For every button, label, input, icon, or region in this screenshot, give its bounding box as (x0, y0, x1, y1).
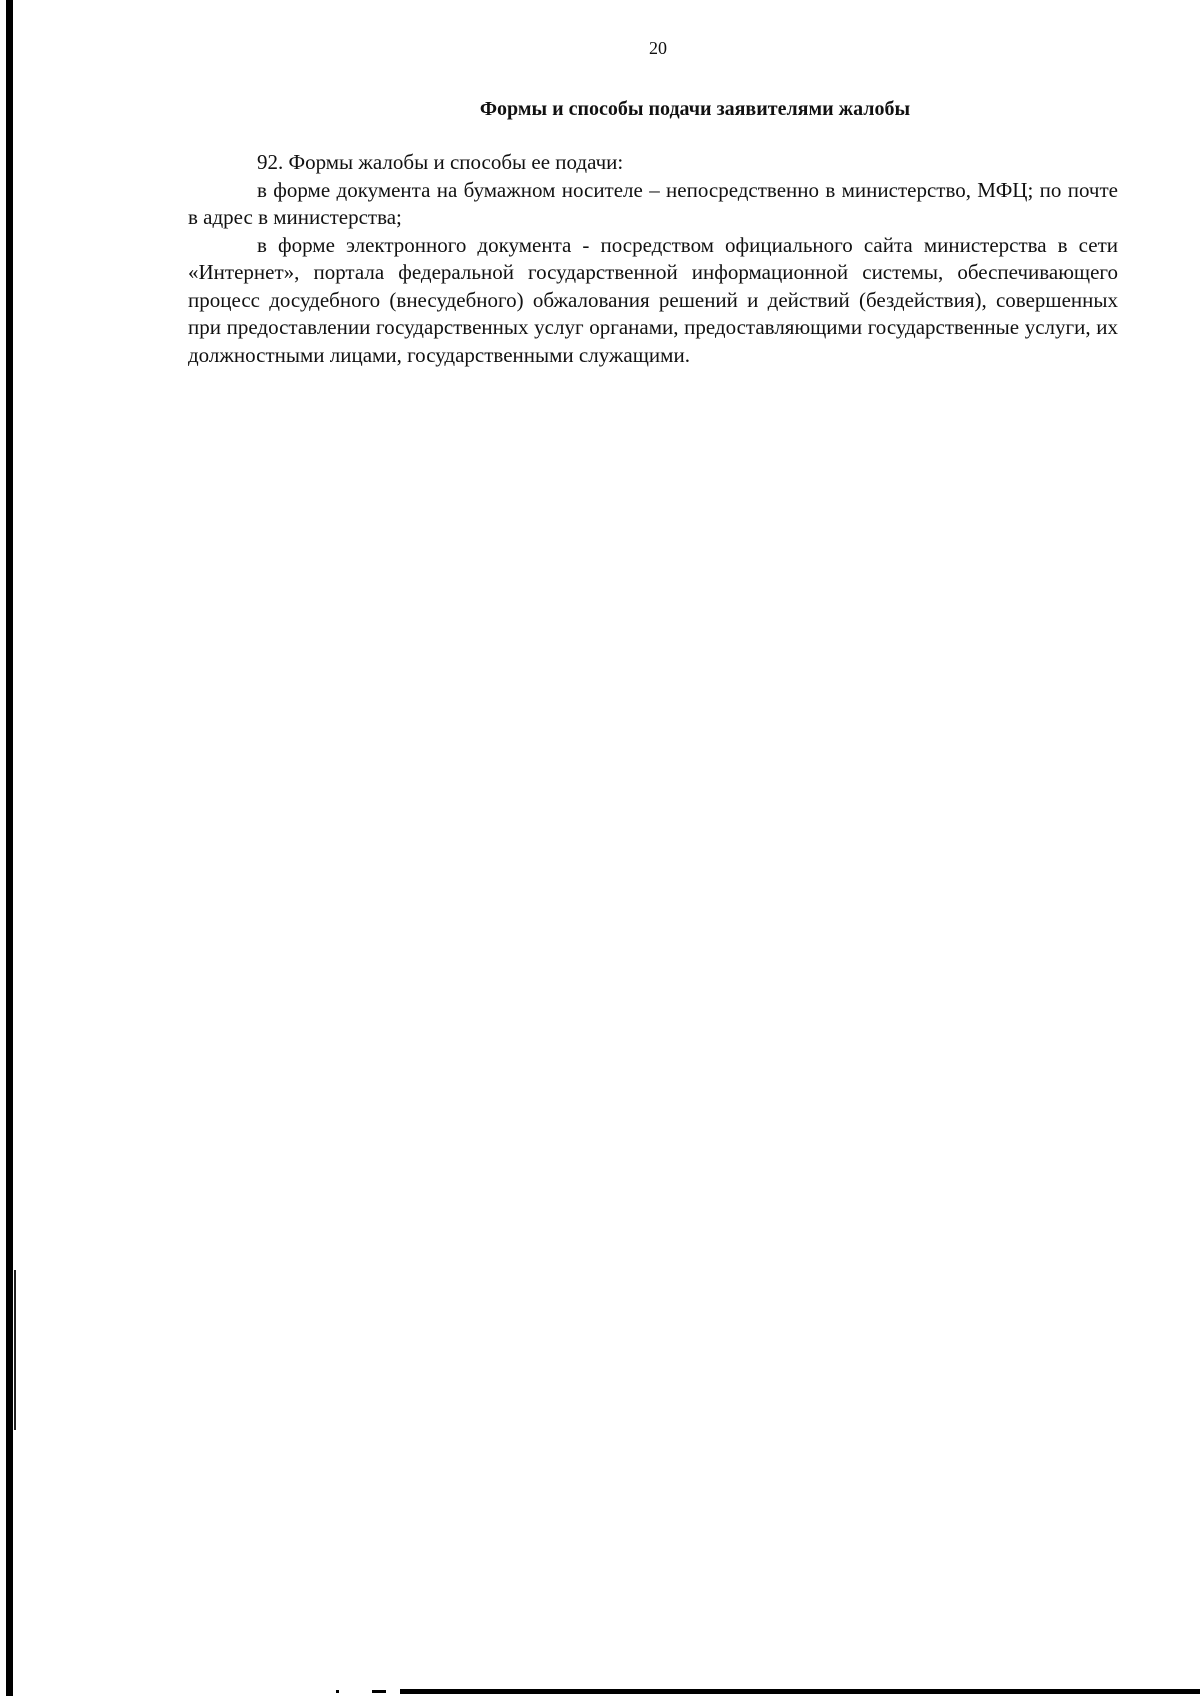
scan-bottom-mark (372, 1690, 386, 1693)
paragraph-paper-form: в форме документа на бумажном носителе – непосредственно в министерство, МФЦ; по почте в адрес в министерства; (188, 177, 1118, 229)
paragraph-item-92: 92. Формы жалобы и способы ее подачи: (257, 150, 624, 174)
paragraph-electronic-form: в форме электронного документа - посредством официального сайта министерства в сети «Интернет», портала федеральной государственной информационной системы, обеспечивающего процесс досудебного (внесудебного) обжалования решений и действий (бездействия), совершенных при предоставлении государственных услуг органами, предоставляющими государственные услуги, их должностными лицами, государственными служащими. (188, 232, 1118, 367)
body-text (188, 149, 1118, 369)
page-number: 20 (649, 38, 667, 58)
scan-left-edge-mark (14, 1270, 16, 1430)
scan-left-edge (6, 0, 13, 1696)
section-heading: Формы и способы подачи заявителями жалобы (479, 98, 911, 120)
scan-bottom-mark (336, 1690, 339, 1693)
scan-bottom-edge (400, 1689, 1200, 1694)
